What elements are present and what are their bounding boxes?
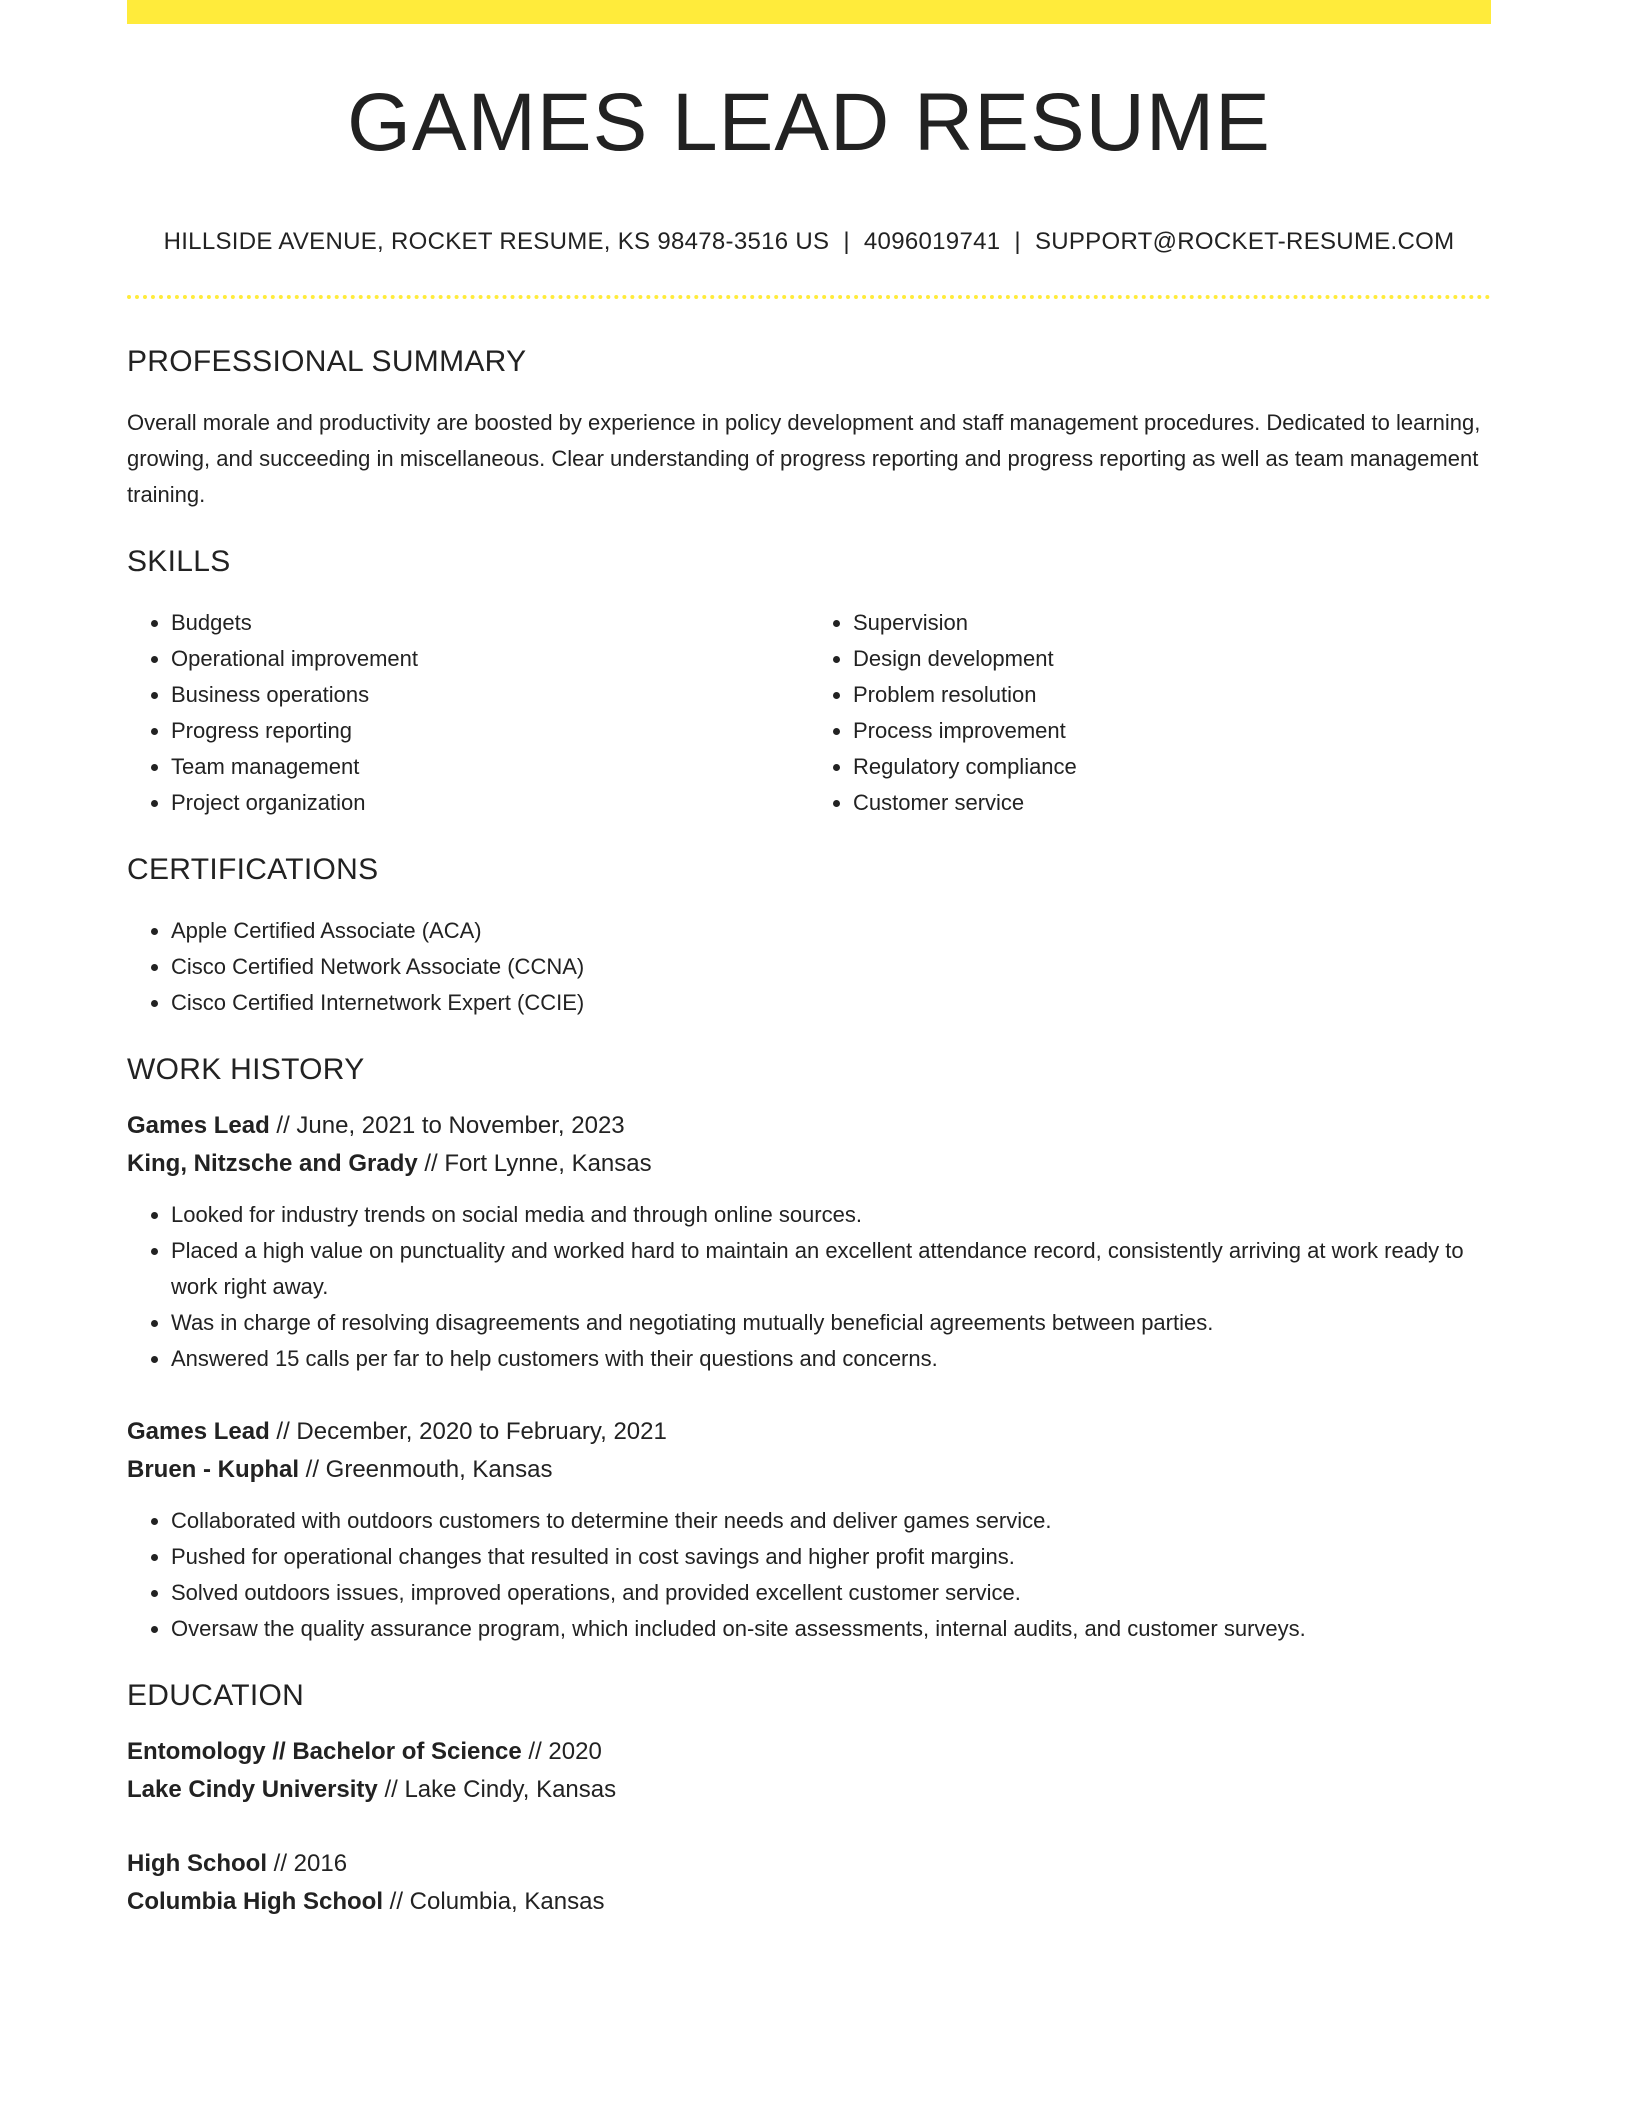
certification-item: • Cisco Certified Network Associate (CCNA) (171, 949, 1491, 985)
section-heading: CERTIFICATIONS (127, 852, 379, 886)
degree-line (127, 1733, 1491, 1771)
skill-item: • Regulatory compliance (853, 749, 1491, 785)
job-bullet: • Placed a high value on punctuality and worked hard to maintain an excellent attendance record, consistently arriving at work ready to work right away. (171, 1233, 1491, 1305)
school-name: Columbia High School (127, 1887, 383, 1915)
graduation-year: // 2020 (528, 1737, 602, 1765)
skills-list-left (127, 605, 809, 821)
skill-item: • Supervision (853, 605, 1491, 641)
skill-item: • Project organization (171, 785, 809, 821)
resume-page (127, 0, 1491, 1921)
company-name: Bruen - Kuphal (127, 1455, 299, 1483)
job-location: // Greenmouth, Kansas (305, 1455, 553, 1483)
job-bullet: • Collaborated with outdoors customers to determine their needs and deliver games service. (171, 1503, 1491, 1539)
company-line (127, 1451, 1491, 1489)
job-title-line (127, 1107, 1491, 1145)
contact-separator: | (843, 228, 850, 256)
skills-section (127, 545, 1491, 821)
job-dates: // June, 2021 to November, 2023 (276, 1111, 625, 1139)
skill-item: • Progress reporting (171, 713, 809, 749)
school-line (127, 1883, 1491, 1921)
skill-item: • Problem resolution (853, 677, 1491, 713)
school-location: // Columbia, Kansas (389, 1887, 605, 1915)
education-section (127, 1679, 1491, 1921)
skill-item: • Design development (853, 641, 1491, 677)
job-bullet: • Pushed for operational changes that resulted in cost savings and higher profit margins. (171, 1539, 1491, 1575)
dotted-divider (127, 295, 1491, 299)
graduation-year: // 2016 (273, 1849, 348, 1877)
school-line (127, 1771, 1491, 1809)
skills-grid (127, 605, 1491, 821)
job-bullet: • Answered 15 calls per far to help customers with their questions and concerns. (171, 1341, 1491, 1377)
education-entry (127, 1845, 1491, 1921)
certification-item: • Cisco Certified Internetwork Expert (CCIE) (171, 985, 1491, 1021)
job-bullet: • Solved outdoors issues, improved operations, and provided excellent customer service. (171, 1575, 1491, 1611)
section-heading: EDUCATION (127, 1678, 305, 1712)
certifications-section (127, 853, 1491, 1021)
job-location: // Fort Lynne, Kansas (424, 1149, 652, 1177)
job-title-line (127, 1413, 1491, 1451)
degree: High School (127, 1849, 267, 1877)
school-name: Lake Cindy University (127, 1775, 378, 1803)
summary-text: Overall morale and productivity are boosted by experience in policy development and staff management procedures. Dedicated to learning, growing, and succeeding in miscellaneous. Clear understanding of progress reporting and progress reporting as well as team management training. (127, 409, 1481, 507)
job-title: Games Lead (127, 1111, 270, 1139)
section-heading: WORK HISTORY (127, 1052, 365, 1086)
summary-section (127, 345, 1491, 513)
job-entry (127, 1413, 1491, 1647)
certifications-list (127, 913, 1491, 1021)
contact-info (127, 228, 1491, 257)
contact-separator: | (1014, 228, 1021, 256)
address: HILLSIDE AVENUE, ROCKET RESUME, KS 98478-3516 US (163, 228, 830, 256)
skill-item: • Business operations (171, 677, 809, 713)
skill-item: • Process improvement (853, 713, 1491, 749)
email: SUPPORT@ROCKET-RESUME.COM (1034, 228, 1455, 256)
skill-item: • Team management (171, 749, 809, 785)
skill-item: • Operational improvement (171, 641, 809, 677)
job-bullets (127, 1197, 1491, 1377)
job-entry (127, 1107, 1491, 1377)
company-line (127, 1145, 1491, 1183)
skill-item: • Budgets (171, 605, 809, 641)
skills-list-right (809, 605, 1491, 821)
certification-item: • Apple Certified Associate (ACA) (171, 913, 1491, 949)
school-location: // Lake Cindy, Kansas (384, 1775, 617, 1803)
job-bullet: • Looked for industry trends on social media and through online sources. (171, 1197, 1491, 1233)
resume-title: GAMES LEAD RESUME (347, 77, 1271, 168)
skill-item: • Customer service (853, 785, 1491, 821)
accent-bar (127, 0, 1491, 24)
work-history-section (127, 1053, 1491, 1647)
job-dates: // December, 2020 to February, 2021 (276, 1417, 667, 1445)
company-name: King, Nitzsche and Grady (127, 1149, 418, 1177)
job-title: Games Lead (127, 1417, 270, 1445)
job-bullet: • Oversaw the quality assurance program, which included on-site assessments, internal audits, and customer surveys. (171, 1611, 1491, 1647)
section-heading: SKILLS (127, 544, 231, 578)
phone: 4096019741 (863, 228, 1001, 256)
job-bullet: • Was in charge of resolving disagreements and negotiating mutually beneficial agreements between parties. (171, 1305, 1491, 1341)
section-heading: PROFESSIONAL SUMMARY (127, 344, 527, 378)
degree: Entomology // Bachelor of Science (127, 1737, 522, 1765)
job-bullets (127, 1503, 1491, 1647)
degree-line (127, 1845, 1491, 1883)
education-entry (127, 1733, 1491, 1809)
